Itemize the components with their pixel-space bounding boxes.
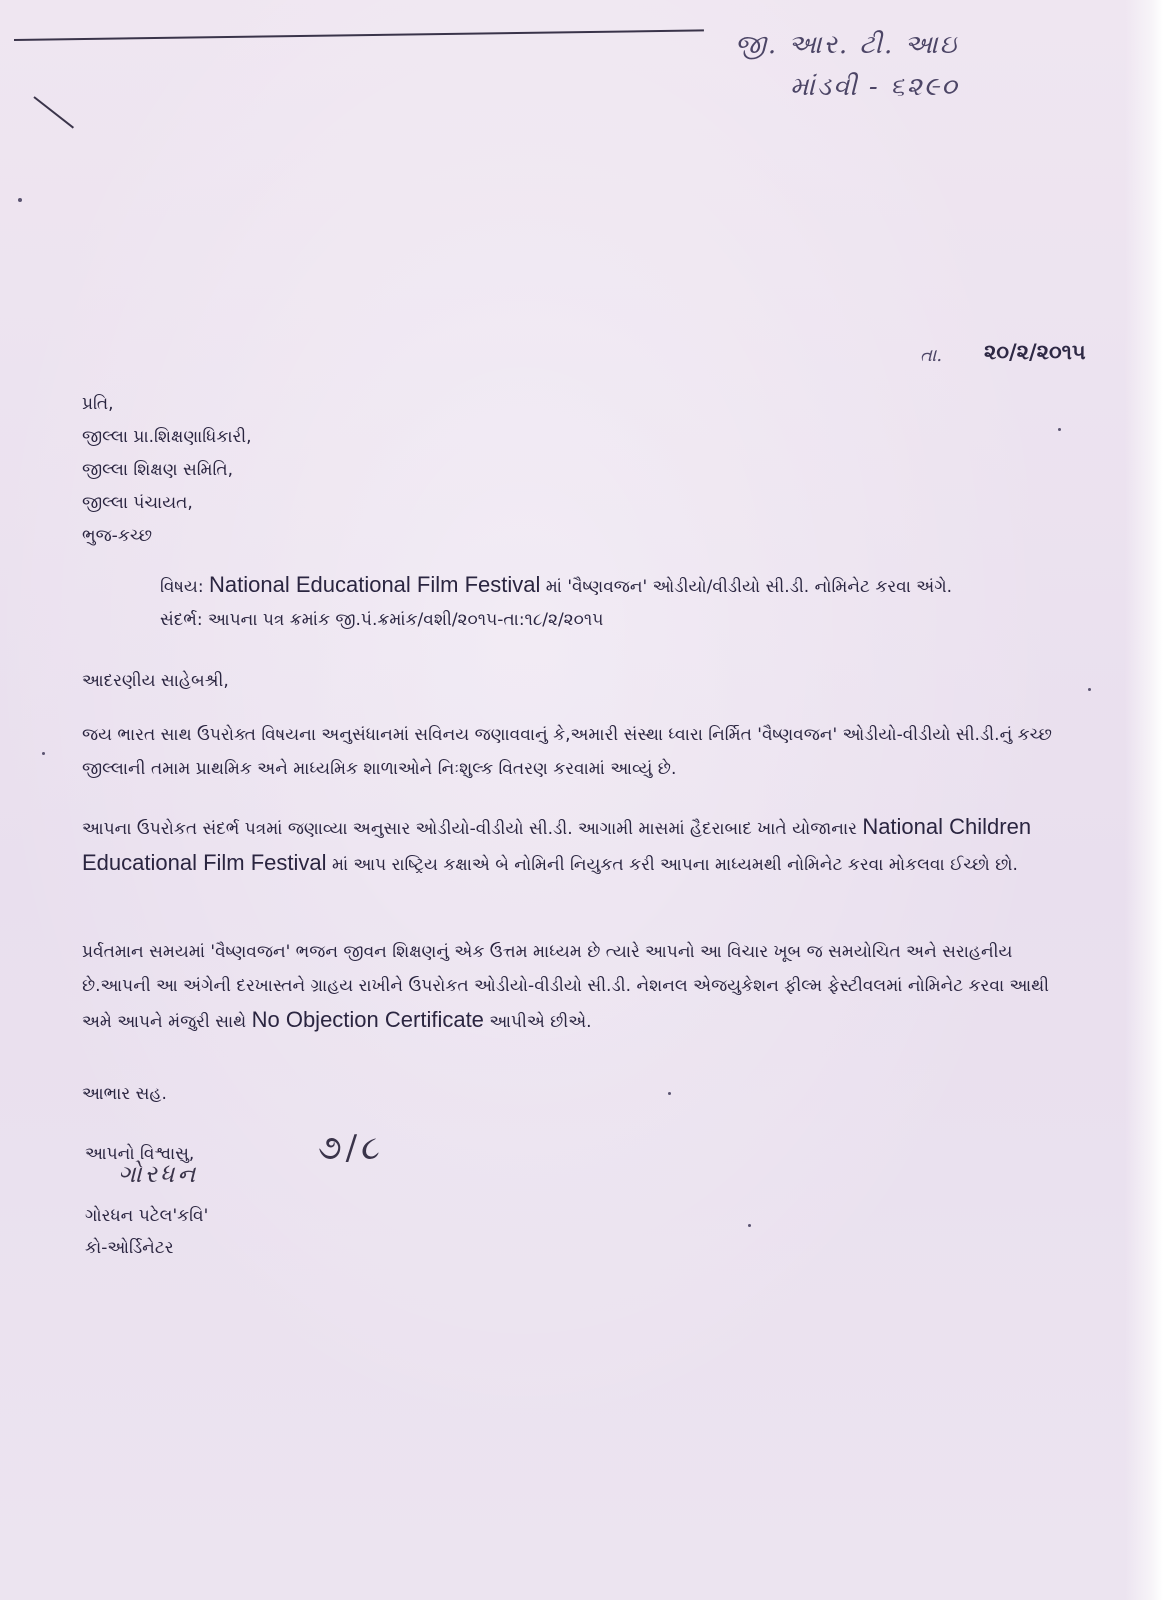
subject-label: વિષય: [160, 577, 204, 597]
festival-name: National Children Educational Film Festival [82, 814, 1032, 875]
handwritten-initials: ૭/૮ [318, 1128, 384, 1168]
corner-pen-mark [33, 96, 74, 128]
subject-block [160, 568, 1120, 637]
header-rule-line [14, 29, 704, 41]
signoff-line: આપનો વિશ્વાસુ, [85, 1144, 195, 1164]
signatory-name: ગોરધન પટેલ'કવિ' [85, 1206, 209, 1226]
recipient-line: પ્રતિ, [82, 394, 114, 414]
scan-speck [748, 1224, 751, 1227]
recipient-line: જીલ્લા પંચાયત, [82, 493, 193, 513]
scan-edge [1125, 0, 1163, 1600]
recipient-line: ભુજ-કચ્છ [82, 526, 153, 546]
paragraph-2 [82, 810, 1082, 882]
scan-speck [42, 752, 45, 755]
subject-line [160, 568, 1120, 604]
recipient-line: જીલ્લા પ્રા.શિક્ષણાધિકારી, [82, 427, 252, 447]
reference-line: સંદર્ભ: આપના પત્ર ક્રમાંક જી.પં.ક્રમાંક/વશી/૨૦૧૫-તા:૧૮/૨/૨૦૧૫ [160, 610, 604, 630]
date-prefix: તા. [920, 345, 943, 366]
signatory-title: કો-ઓર્ડિનેટર [85, 1238, 174, 1258]
paragraph-3-text-end: આપીએ છીએ. [489, 1012, 592, 1032]
handwritten-signature: ગોરધન [118, 1160, 199, 1188]
letter-date: ૨૦/૨/૨૦૧૫ [984, 340, 1086, 364]
paragraph-2-text: આપના ઉપરોકત સંદર્ભ પત્રમાં જણાવ્યા અનુસાર ઓડીયો-વીડીયો સી.ડી. આગામી માસમાં હૈદરાબાદ ખાતે યોજાનાર [82, 819, 857, 839]
recipient-line: જીલ્લા શિક્ષણ સમિતિ, [82, 460, 234, 480]
subject-english: National Educational Film Festival [209, 572, 541, 597]
paragraph-3 [82, 935, 1082, 1039]
scan-speck [18, 198, 22, 202]
recipient-address [82, 388, 252, 553]
scan-speck [1058, 428, 1061, 431]
salutation: આદરણીય સાહેબશ્રી, [82, 671, 229, 691]
paragraph-3-text: પ્રર્વતમાન સમયમાં 'વૈષ્ણવજન' ભજન જીવન શિક્ષણનું એક ઉત્તમ માધ્યમ છે ત્યારે આપનો આ વિચાર ખૂબ જ સમયોચિત અને સરાહનીય છે.આપની આ અંગેની દરખાસ્તને ગ્રાહય રાખીને ઉપરોકત ઓડીયો-વીડીયો સી.ડી. નેશનલ એજયુકેશન ફીલ્મ ફેસ્ટીવલમાં નોમિનેટ કરવા આથી અમે આપને મંજુરી સાથે [82, 942, 1050, 1032]
scan-speck [1088, 688, 1091, 691]
closing: આભાર સહ. [82, 1084, 167, 1104]
paragraph-2-text-end: માં આપ રાષ્ટ્રિય કક્ષાએ બે નોમિની નિયુકત કરી આપના માધ્યમથી નોમિનેટ કરવા મોકલવા ઈચ્છો છો. [331, 855, 1018, 875]
signoff-block [85, 1138, 208, 1264]
handwritten-reference: જી. આર. ટી. આઇ [735, 30, 959, 60]
scan-speck [668, 1092, 671, 1095]
handwritten-reference-number: માંડવી - ૬૨૯૦ [790, 72, 959, 102]
subject-rest: માં 'વૈષ્ણવજન' ઓડીયો/વીડીયો સી.ડી. નોમિનેટ કરવા અંગે. [545, 577, 953, 597]
noc-phrase: No Objection Certificate [251, 1007, 484, 1032]
paragraph-1: જય ભારત સાથ ઉપરોક્ત વિષયના અનુસંધાનમાં સવિનય જણાવવાનું કે,અમારી સંસ્થા ધ્વારા નિર્મિત 'વૈષ્ણવજન' ઓડીયો-વીડીયો સી.ડી.નું કચ્છ જીલ્લાની તમામ પ્રાથમિક અને માધ્યમિક શાળાઓને નિઃશુલ્ક વિતરણ કરવામાં આવ્યું છે. [82, 725, 1052, 779]
